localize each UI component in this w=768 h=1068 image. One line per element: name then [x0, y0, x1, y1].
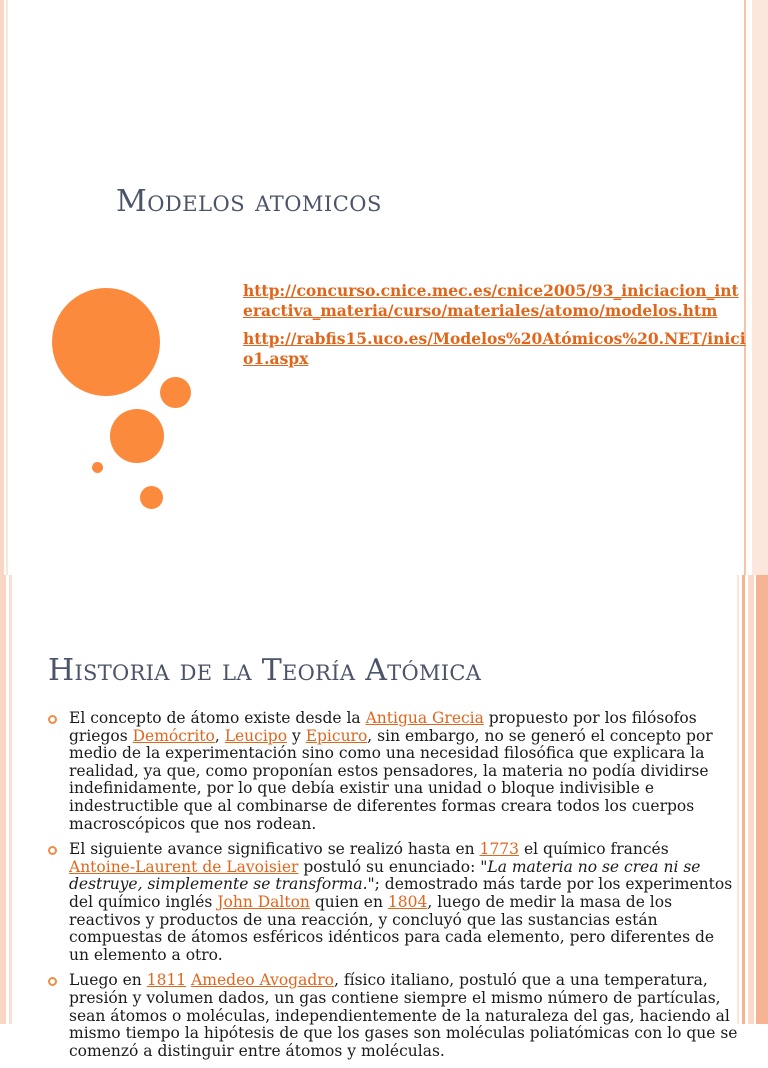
slide-2 [0, 575, 768, 1060]
bullet-circle-icon [48, 977, 57, 986]
year-1804-link[interactable]: 1804 [387, 892, 428, 911]
decorative-stripe [748, 575, 754, 1024]
bullet-circle-icon [48, 846, 57, 855]
decorative-circle [52, 288, 160, 396]
decorative-stripe [0, 575, 6, 1024]
antigua-grecia-link[interactable]: Antigua Grecia [365, 709, 484, 727]
bullet-list [48, 710, 738, 1068]
decorative-stripe [9, 575, 12, 1024]
bullet-circle-icon [48, 715, 57, 724]
decorative-circle [140, 486, 163, 509]
link-list [243, 281, 748, 377]
bullet-text: y [287, 726, 306, 745]
bullet-text: el químico francés [519, 840, 669, 859]
bullet-text: propuesto por los filósofos griegos [69, 709, 697, 745]
year-1773-link[interactable]: 1773 [479, 840, 520, 859]
amedeo-avogadro-link[interactable]: Amedeo Avogadro [191, 971, 335, 990]
decorative-stripe [0, 0, 4, 575]
bullet-text: postuló su enunciado: [298, 857, 481, 876]
bullet-text: El siguiente avance significativo se realizó hasta en [69, 840, 480, 859]
john-dalton-link[interactable]: John Dalton [217, 892, 310, 911]
decorative-stripe [742, 575, 745, 1024]
bullet-item [48, 841, 738, 964]
bullet-text: quien en [309, 892, 388, 911]
bullet-text: , sin embargo, no se generó el concepto por medio de la experimentación sino como una necesidad filosófica que explicara la realidad, ya que, como proponían estos pensadores, la materia no podía dividirse indefinidamente, por lo que debía existir una unidad o bloque indivisible e indestructible que al combinarse de diferentes formas creara todos los cuerpos macroscópicos que nos rodean. [69, 726, 713, 833]
year-1811-link[interactable]: 1811 [146, 971, 187, 990]
rabfis-link[interactable]: http://rabfis15.uco.es/Modelos%20Atómicos%20.NET/inicio1.aspx [243, 329, 746, 368]
leucipo-link[interactable]: Leucipo [224, 726, 288, 745]
slide-2-title: Historia de la Teoría Atómica [48, 653, 482, 688]
bullet-text: , luego de medir la masa de los reactivos y productos de una reacción, y concluyó que las sustancias están compuestas de átomos esféricos idénticos para cada elemento, pero diferentes de un elemento a otro. [69, 892, 715, 964]
decorative-stripe [756, 575, 768, 1024]
bullet-text: Luego en [69, 971, 147, 990]
bullet-text: , [214, 726, 225, 745]
lavoisier-quote: "La materia no se crea ni se destruye, simplemente se transforma." [69, 857, 701, 894]
bullet-text: , físico italiano, postuló que a una temperatura, presión y volumen dados, un gas contiene siempre el mismo número de partículas, sean átomos o moléculas, independientemente de la naturaleza del gas, haciendo al mismo tiempo la hipótesis de que los gases son moléculas poliatómicas con lo que se comenzó a distinguir entre átomos y moléculas. [69, 971, 738, 1060]
decorative-circle [92, 462, 103, 473]
bullet-text: ; demostrado más tarde por los experimentos del químico inglés [69, 875, 733, 911]
bullet-item [48, 972, 738, 1060]
epicuro-link[interactable]: Epicuro [305, 726, 368, 745]
democrito-link[interactable]: Demócrito [132, 726, 215, 745]
decorative-circle [110, 409, 164, 463]
decorative-stripe [6, 0, 8, 575]
decorative-stripe [752, 0, 768, 575]
decorative-circle [160, 377, 191, 408]
lavoisier-link[interactable]: Antoine-Laurent de Lavoisier [69, 857, 299, 876]
cnice-link[interactable]: http://concurso.cnice.mec.es/cnice2005/93_iniciacion_interactiva_materia/curso/materiales/atomo/modelos.htm [243, 281, 739, 320]
slide-1-title: Modelos atomicos [116, 184, 382, 219]
bullet-text: El concepto de átomo existe desde la [69, 709, 366, 727]
bullet-item [48, 710, 738, 833]
